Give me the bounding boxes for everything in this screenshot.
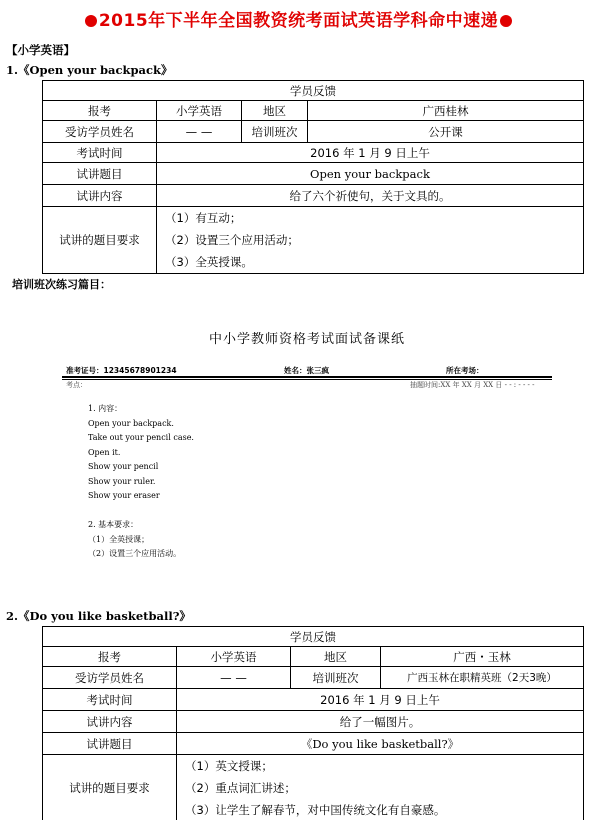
- requirement-item: （1）有互动；: [165, 211, 242, 225]
- cell-label: 受访学员姓名: [43, 121, 157, 143]
- cell-label: 考试时间: [43, 689, 177, 711]
- paper-body: [88, 402, 194, 562]
- section-heading: 【小学英语】: [6, 43, 75, 57]
- practice-heading: 培训班次练习篇目：: [12, 278, 111, 291]
- candidate-name: 姓名：张三疯: [284, 366, 329, 375]
- requirement-item: （3）让学生了解春节，对中国传统文化有自豪感。: [185, 803, 446, 817]
- cell-value: 小学英语: [177, 647, 291, 667]
- draw-time: 抽题时间:XX 年 XX 月 XX 日 - - : - - - -: [410, 381, 535, 389]
- cell-label: 地区: [242, 101, 308, 121]
- cell-label: 试讲题目: [43, 163, 157, 185]
- divider: [62, 376, 552, 378]
- cell-value: 2016 年 1 月 9 日上午: [157, 143, 584, 163]
- paper-line: （2）设置三个应用活动。: [88, 549, 182, 558]
- paper-line: Show your pencil: [88, 462, 159, 471]
- paper-line: 2. 基本要求：: [88, 520, 139, 529]
- paper-line: 1. 内容：: [88, 404, 123, 413]
- cell-value: 广西・玉林: [381, 647, 584, 667]
- exam-point: 考点：: [66, 381, 87, 389]
- lesson1-feedback-table: [42, 80, 584, 274]
- paper-line: （1）全英授课；: [88, 534, 150, 544]
- cell-value: 《Do you like basketball?》: [177, 733, 584, 755]
- lesson1-heading: 1.《Open your backpack》: [6, 63, 173, 77]
- cell-label: 培训班次: [242, 121, 308, 143]
- paper-line: [88, 504, 194, 519]
- paper-line: Show your ruler.: [88, 476, 156, 486]
- lesson2-feedback-table: [42, 626, 584, 820]
- cell-value: 小学英语: [157, 101, 242, 121]
- cell-label: 报考: [43, 101, 157, 121]
- cell-label: 培训班次: [291, 667, 381, 689]
- page-title: 2015年下半年全国教资统考面试英语学科命中速递: [0, 6, 597, 31]
- cell-value: 广西桂林: [308, 101, 584, 121]
- cell-value: 给了六个祈使句，关于文具的。: [157, 185, 584, 207]
- cell-value: 2016 年 1 月 9 日上午: [177, 689, 584, 711]
- red-dot-icon: [500, 15, 512, 27]
- requirement-item: （2）设置三个应用活动；: [165, 233, 299, 247]
- lesson2-heading: 2.《Do you like basketball?》: [6, 609, 191, 623]
- cell-label: 试讲内容: [43, 185, 157, 207]
- paper-line: Open your backpack.: [88, 418, 174, 428]
- cell-label: 受访学员姓名: [43, 667, 177, 689]
- requirement-item: （3）全英授课。: [165, 255, 253, 269]
- cell-label: 报考: [43, 647, 177, 667]
- cell-label: 试讲的题目要求: [43, 755, 177, 820]
- cell-label: 试讲内容: [43, 711, 177, 733]
- table-header: 学员反馈: [43, 81, 584, 101]
- cell-label: 试讲的题目要求: [43, 207, 157, 274]
- cell-requirements: [177, 755, 584, 820]
- paper-line: Show your eraser: [88, 491, 160, 500]
- requirement-item: （1）英文授课；: [185, 759, 273, 773]
- cell-value: — —: [177, 667, 291, 689]
- cell-value: 公开课: [308, 121, 584, 143]
- paper-line: Take out your pencil case.: [88, 433, 194, 442]
- exam-number: 准考证号：12345678901234: [66, 366, 177, 375]
- lesson-plan-paper: [62, 318, 552, 568]
- cell-requirements: [157, 207, 584, 274]
- paper-title: 中小学教师资格考试面试备课纸: [208, 332, 405, 347]
- cell-value: — —: [157, 121, 242, 143]
- cell-value: 广西玉林在职精英班（2天3晚）: [381, 667, 584, 689]
- cell-value: Open your backpack: [157, 163, 584, 185]
- paper-line: Open it.: [88, 447, 121, 457]
- table-header: 学员反馈: [43, 627, 584, 647]
- cell-label: 地区: [291, 647, 381, 667]
- cell-label: 考试时间: [43, 143, 157, 163]
- cell-value: 给了一幅图片。: [177, 711, 584, 733]
- red-dot-icon: [85, 15, 97, 27]
- requirement-item: （2）重点词汇讲述；: [185, 781, 296, 795]
- exam-venue: 所在考场：: [446, 366, 484, 375]
- cell-label: 试讲题目: [43, 733, 177, 755]
